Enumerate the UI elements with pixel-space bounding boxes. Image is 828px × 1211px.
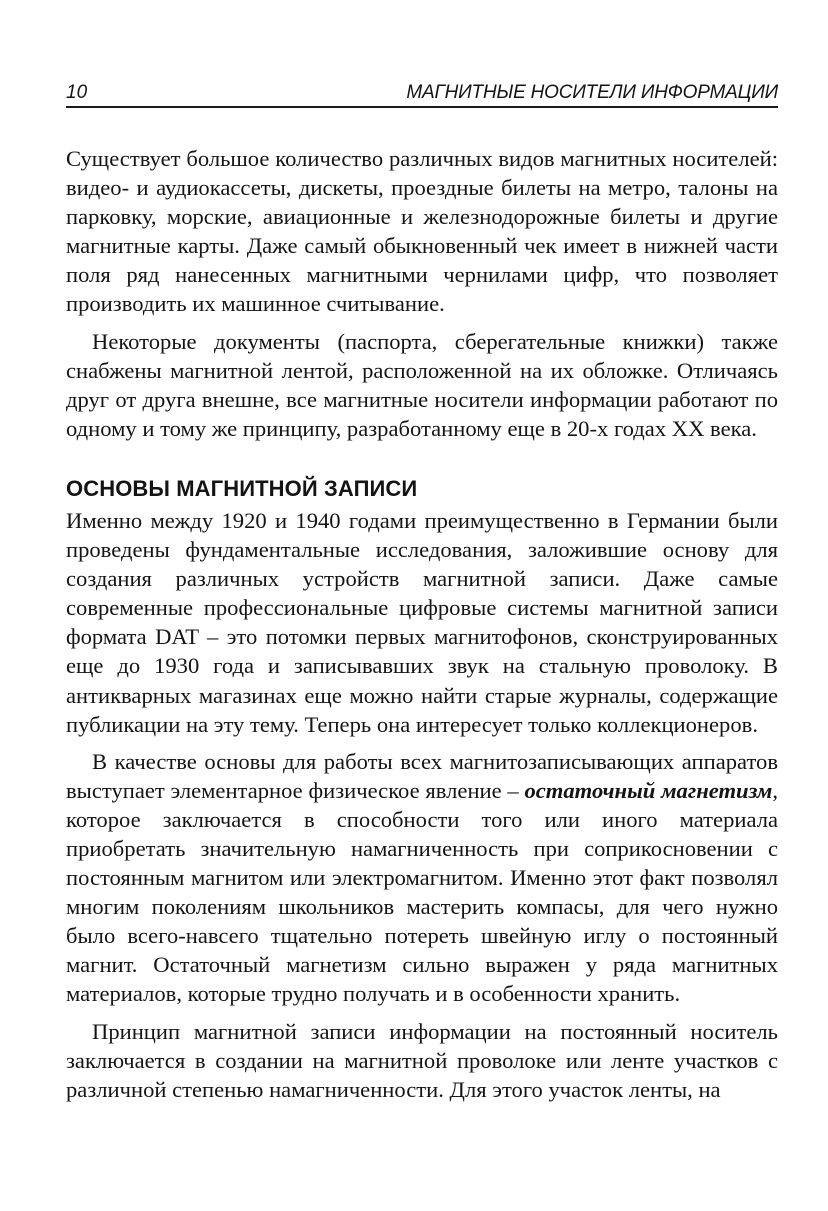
- paragraph-magnetic-media-types: Существует большое количество различных видов магнитных носителей: видео- и аудиокассеты, дискеты, проездные билеты на метро, талоны на парковку, морские, авиационные и железнодорожные билеты и другие магнитные карты. Даже самый обыкновенный чек имеет в нижней части поля ряд нанесенных магнитными чернилами цифр, что позволяет производить их машинное считывание.: [66, 146, 778, 317]
- running-header: [66, 78, 778, 108]
- book-page: [66, 78, 778, 1104]
- paragraph-residual-magnetism: [66, 747, 778, 1009]
- body-text: [66, 144, 778, 1104]
- section-heading: ОСНОВЫ МАГНИТНОЙ ЗАПИСИ: [66, 475, 418, 501]
- paragraph-recording-principle: Принцип магнитной записи информации на постоянный носитель заключается в создании на магнитной проволоке или ленте участков с различной степенью намагниченности. Для этого участок ленты, на: [66, 1018, 778, 1102]
- paragraph-residual-magnetism-start: В качестве основы для работы всех магнитозаписывающих аппаратов выступает элементарное физическое явление –: [66, 748, 778, 803]
- running-title: МАГНИТНЫЕ НОСИТЕЛИ ИНФОРМАЦИИ: [406, 82, 778, 103]
- term-residual-magnetism: остаточный магнетизм: [524, 777, 773, 803]
- page-number: 10: [66, 82, 88, 103]
- paragraph-residual-magnetism-end: , которое заключается в способности того или иного материала приобретать значительную намагниченность при соприкосновении с постоянным магнитом или электромагнитом. Именно этот факт позволял многим поколениям школьников мастерить компасы, для чего нужно было всего-навсего тщательно потереть швейную иглу о постоянный магнит. Остаточный магнетизм сильно выражен у ряда магнитных материалов, которые трудно получать и в особенности хранить.: [66, 777, 778, 1007]
- paragraph-documents-with-magnetic-strip: Некоторые документы (паспорта, сберегательные книжки) также снабжены магнитной лентой, расположенной на их обложке. Отличаясь друг от друга внешне, все магнитные носители информации работают по одному и тому же принципу, разработанному еще в 20-х годах XX века.: [66, 328, 778, 441]
- paragraph-history: Именно между 1920 и 1940 годами преимущественно в Германии были проведены фундаментальные исследования, заложившие основу для создания различных устройств магнитной записи. Даже самые современные профессиональные цифровые системы магнитной записи формата DAT – это потомки первых магнитофонов, сконструированных еще до 1930 года и записывавших звук на стальную проволоку. В антикварных магазинах еще можно найти старые журналы, содержащие публикации на эту тему. Теперь она интересует только коллекционеров.: [66, 507, 778, 737]
